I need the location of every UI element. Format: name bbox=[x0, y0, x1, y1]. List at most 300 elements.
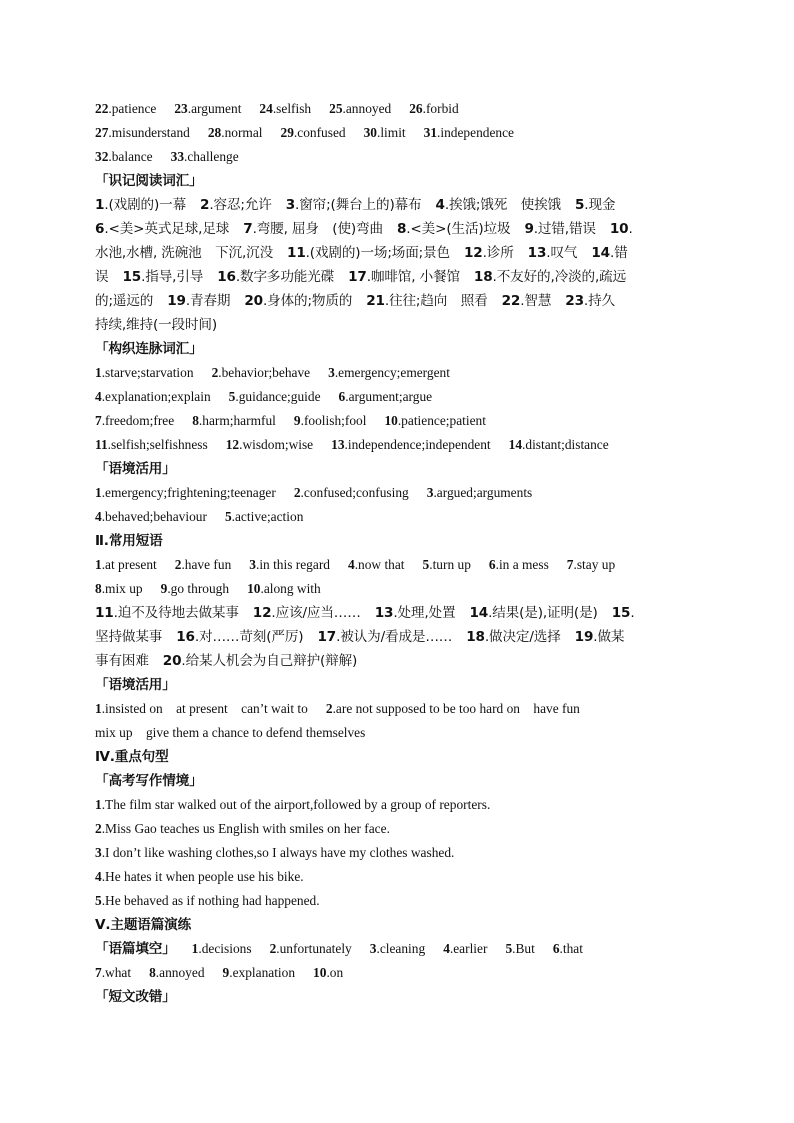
answer-text: .have fun bbox=[181, 557, 232, 572]
text-line bbox=[95, 961, 699, 985]
answer-item bbox=[192, 413, 276, 428]
answer-number: 15 bbox=[122, 269, 142, 285]
answer-number: 1 bbox=[191, 941, 199, 956]
answer-item bbox=[270, 941, 352, 956]
answer-item bbox=[348, 269, 460, 285]
answer-item bbox=[591, 245, 627, 261]
answer-number: 5 bbox=[224, 509, 232, 524]
answer-item bbox=[223, 965, 296, 980]
answer-number: 19 bbox=[574, 629, 594, 645]
answer-number: 11 bbox=[95, 437, 108, 452]
answer-text: .foolish;fool bbox=[300, 413, 367, 428]
answer-item bbox=[528, 245, 578, 261]
text-line bbox=[95, 505, 699, 529]
answer-item bbox=[466, 629, 560, 645]
answer-item bbox=[489, 557, 549, 572]
answer-item bbox=[95, 581, 143, 596]
answer-item bbox=[200, 197, 272, 213]
text-line bbox=[95, 697, 699, 721]
text-line bbox=[95, 577, 699, 601]
answer-text: .argued;arguments bbox=[433, 485, 533, 500]
answer-text: .what bbox=[101, 965, 132, 980]
answer-item bbox=[122, 269, 203, 285]
answer-item bbox=[436, 197, 561, 213]
text-line bbox=[95, 937, 699, 961]
answer-item bbox=[375, 605, 456, 621]
answer-number: 18 bbox=[466, 629, 485, 645]
answer-text: .指导,引导 bbox=[141, 269, 204, 285]
section-heading: 「短文改错」 bbox=[95, 989, 176, 1005]
answer-number: 28 bbox=[207, 125, 222, 140]
answer-number: 10 bbox=[384, 413, 398, 428]
answer-text: .argument bbox=[187, 101, 242, 116]
answer-text: 事有困难 bbox=[95, 653, 149, 669]
answer-number: 2 bbox=[200, 197, 210, 213]
answer-text: .selfish bbox=[272, 101, 312, 116]
answer-number: 1 bbox=[95, 197, 105, 213]
answer-text: .挨饿;饿死 使挨饿 bbox=[444, 197, 561, 213]
answer-text: .对……苛刻(严厉) bbox=[194, 629, 304, 645]
section-heading: 「识记阅读词汇」 bbox=[95, 173, 203, 189]
answer-item bbox=[95, 557, 157, 572]
answer-text: .explanation bbox=[229, 965, 296, 980]
answer-item bbox=[427, 485, 533, 500]
answer-text: .turn up bbox=[429, 557, 471, 572]
answer-item bbox=[95, 725, 365, 740]
answer-number: 9 bbox=[293, 413, 301, 428]
answer-number: 8 bbox=[396, 221, 407, 237]
text-line bbox=[95, 433, 699, 457]
answer-number: 13 bbox=[331, 437, 345, 452]
answer-item bbox=[95, 317, 217, 333]
answer-item bbox=[161, 581, 229, 596]
answer-number: 26 bbox=[409, 101, 423, 116]
answer-number: 11 bbox=[287, 245, 306, 261]
answer-item bbox=[575, 629, 625, 645]
answer-item bbox=[217, 269, 334, 285]
answer-item bbox=[95, 845, 454, 860]
answer-number: 2 bbox=[95, 821, 102, 836]
answer-text: 持续,维持(一段时间) bbox=[95, 317, 218, 333]
answer-text: .往往;趋向 照看 bbox=[384, 293, 488, 309]
answer-text: .at present bbox=[101, 557, 157, 572]
answer-text: .guidance;guide bbox=[235, 389, 321, 404]
answer-text: .unfortunately bbox=[276, 941, 352, 956]
answer-text: .(戏剧的)一场;场面;景色 bbox=[305, 245, 450, 261]
answer-text: .annoyed bbox=[342, 101, 392, 116]
answer-item bbox=[259, 101, 311, 116]
answer-item bbox=[95, 389, 211, 404]
text-line bbox=[95, 625, 699, 649]
answer-item bbox=[328, 365, 450, 380]
answer-number: 6 bbox=[338, 389, 346, 404]
answer-number: 7 bbox=[243, 221, 253, 237]
answer-text: .<美>(生活)垃圾 bbox=[406, 221, 511, 237]
section-heading: 「构织连脉词汇」 bbox=[95, 341, 203, 357]
answer-item bbox=[95, 869, 304, 884]
answer-number: 8 bbox=[95, 581, 102, 596]
answer-number: 13 bbox=[527, 245, 547, 261]
answer-text: .along with bbox=[260, 581, 321, 596]
answer-item bbox=[443, 941, 487, 956]
answer-text: .forbid bbox=[422, 101, 459, 116]
answer-number: 6 bbox=[552, 941, 560, 956]
answer-item bbox=[331, 437, 491, 452]
answer-item bbox=[95, 893, 320, 908]
answer-text: .patience bbox=[108, 101, 157, 116]
answer-text: .behavior;behave bbox=[218, 365, 311, 380]
answer-item bbox=[243, 221, 383, 237]
answer-number: 2 bbox=[293, 485, 301, 500]
answer-number: 31 bbox=[423, 125, 438, 140]
answer-number: 18 bbox=[473, 269, 493, 285]
answer-number: 6 bbox=[488, 557, 496, 572]
answer-text: .challenge bbox=[184, 149, 239, 164]
answer-item bbox=[149, 965, 204, 980]
answer-number: 1 bbox=[95, 485, 102, 500]
answer-item bbox=[553, 941, 583, 956]
answer-text: .窗帘;(舞台上的)幕布 bbox=[295, 197, 422, 213]
answer-number: 14 bbox=[591, 245, 610, 261]
answer-number: 4 bbox=[443, 941, 450, 956]
answer-text: . bbox=[628, 221, 633, 237]
section-heading: Ⅴ.主题语篇演练 bbox=[95, 917, 192, 933]
answer-item bbox=[329, 101, 391, 116]
answer-item bbox=[247, 581, 321, 596]
section-heading: Ⅳ.重点句型 bbox=[95, 749, 169, 765]
answer-number: 5 bbox=[422, 557, 430, 572]
answer-text: .But bbox=[512, 941, 535, 956]
answer-text: .错 bbox=[609, 245, 628, 261]
answer-text: .青春期 bbox=[185, 293, 231, 309]
answer-number: 3 bbox=[426, 485, 434, 500]
answer-item bbox=[348, 557, 405, 572]
text-line bbox=[95, 889, 699, 913]
answer-item bbox=[253, 605, 361, 621]
answer-text: .Miss Gao teaches us English with smiles on her face. bbox=[101, 821, 390, 836]
answer-number: 4 bbox=[95, 509, 102, 524]
answer-text: .independence bbox=[437, 125, 514, 140]
answer-number: 12 bbox=[252, 605, 272, 621]
text-line bbox=[95, 97, 699, 121]
answer-item bbox=[364, 125, 406, 140]
answer-item bbox=[95, 485, 276, 500]
answer-text: .now that bbox=[354, 557, 405, 572]
answer-item bbox=[175, 557, 232, 572]
answer-number: 1 bbox=[95, 557, 102, 572]
answer-number: 20 bbox=[244, 293, 263, 309]
answer-item bbox=[95, 437, 208, 452]
answer-item bbox=[575, 197, 615, 213]
answer-item bbox=[281, 125, 346, 140]
answer-number: 14 bbox=[508, 437, 523, 452]
answer-item bbox=[313, 965, 343, 980]
answer-text: .confused bbox=[293, 125, 346, 140]
answer-number: 3 bbox=[249, 557, 256, 572]
answer-text: .迫不及待地去做某事 bbox=[113, 605, 239, 621]
answer-number: 4 bbox=[95, 389, 102, 404]
answer-text: .annoyed bbox=[155, 965, 205, 980]
answer-number: 1 bbox=[95, 797, 102, 812]
answer-number: 27 bbox=[95, 125, 109, 140]
answer-number: 33 bbox=[170, 149, 185, 164]
answer-number: 20 bbox=[162, 653, 182, 669]
section-heading: 「语篇填空」 bbox=[95, 941, 176, 957]
answer-number: 1 bbox=[95, 701, 102, 716]
text-line bbox=[95, 385, 699, 409]
text-line bbox=[95, 217, 699, 241]
answer-number: 12 bbox=[225, 437, 240, 452]
text-line bbox=[95, 793, 699, 817]
answer-text: .mix up bbox=[101, 581, 143, 596]
answer-number: 10 bbox=[247, 581, 261, 596]
answer-item bbox=[409, 101, 458, 116]
answer-text: .处理,处置 bbox=[393, 605, 456, 621]
answer-text: .cleaning bbox=[376, 941, 426, 956]
answer-text: .are not supposed to be too hard on have fun bbox=[332, 701, 580, 716]
answer-text: .He behaved as if nothing had happened. bbox=[101, 893, 320, 908]
answer-number: 9 bbox=[160, 581, 168, 596]
answer-text: .harm;harmful bbox=[198, 413, 276, 428]
answer-number: 4 bbox=[435, 197, 445, 213]
answer-item bbox=[225, 509, 303, 524]
answer-item bbox=[567, 557, 615, 572]
answer-number: 5 bbox=[505, 941, 513, 956]
answer-item bbox=[192, 941, 252, 956]
answer-item bbox=[95, 965, 131, 980]
answer-item bbox=[294, 485, 409, 500]
answer-text: .应该/应当…… bbox=[271, 605, 361, 621]
answer-item bbox=[565, 293, 615, 309]
answer-number: 21 bbox=[366, 293, 385, 309]
answer-text: .go through bbox=[167, 581, 230, 596]
section-heading: 「高考写作情境」 bbox=[95, 773, 203, 789]
answer-text: .distant;distance bbox=[522, 437, 609, 452]
text-line bbox=[95, 409, 699, 433]
answer-number: 29 bbox=[280, 125, 294, 140]
answer-number: 32 bbox=[95, 149, 109, 164]
answer-number: 25 bbox=[329, 101, 343, 116]
answer-item bbox=[95, 125, 190, 140]
answer-item bbox=[95, 245, 273, 261]
answer-item bbox=[171, 149, 239, 164]
answer-number: 16 bbox=[176, 629, 195, 645]
answer-item bbox=[212, 365, 311, 380]
answer-text: .现金 bbox=[584, 197, 616, 213]
answer-number: 22 bbox=[501, 293, 521, 309]
answer-text: .that bbox=[559, 941, 583, 956]
answer-item bbox=[95, 365, 194, 380]
answer-number: 2 bbox=[211, 365, 219, 380]
answer-item bbox=[249, 557, 330, 572]
answer-text: .explanation;explain bbox=[101, 389, 211, 404]
answer-text: 水池,水槽, 洗碗池 下沉,沉没 bbox=[95, 245, 274, 261]
text-line bbox=[95, 265, 699, 289]
text-line bbox=[95, 817, 699, 841]
answer-item bbox=[229, 389, 321, 404]
answer-text: .argument;argue bbox=[345, 389, 433, 404]
answer-number: 22 bbox=[95, 101, 109, 116]
answer-text: .智慧 bbox=[520, 293, 552, 309]
answer-text: .持久 bbox=[583, 293, 615, 309]
answer-text: .misunderstand bbox=[108, 125, 190, 140]
text-line bbox=[95, 313, 699, 337]
answer-number: 7 bbox=[95, 965, 102, 980]
answer-number: 9 bbox=[524, 221, 534, 237]
text-line bbox=[95, 481, 699, 505]
answer-number: 3 bbox=[285, 197, 296, 213]
answer-key-document bbox=[95, 97, 699, 1009]
answer-item bbox=[208, 125, 263, 140]
answer-number: 10 bbox=[313, 965, 327, 980]
answer-number: 10 bbox=[609, 221, 629, 237]
answer-text: .normal bbox=[221, 125, 263, 140]
section-heading: 「语境活用」 bbox=[95, 677, 176, 693]
text-line bbox=[95, 721, 699, 745]
answer-number: 5 bbox=[228, 389, 236, 404]
answer-item bbox=[469, 605, 597, 621]
section-heading: Ⅱ.常用短语 bbox=[95, 533, 163, 549]
answer-item bbox=[95, 101, 156, 116]
answer-item bbox=[612, 605, 635, 621]
answer-text: .身体的;物质的 bbox=[262, 293, 353, 309]
answer-item bbox=[95, 413, 174, 428]
answer-item bbox=[474, 269, 626, 285]
answer-number: 12 bbox=[463, 245, 483, 261]
answer-text: 误 bbox=[95, 269, 109, 285]
text-line bbox=[95, 553, 699, 577]
answer-item bbox=[286, 197, 422, 213]
answer-number: 17 bbox=[348, 269, 367, 285]
answer-text: .做某 bbox=[593, 629, 625, 645]
answer-number: 2 bbox=[325, 701, 333, 716]
answer-number: 7 bbox=[95, 413, 102, 428]
answer-item bbox=[95, 293, 153, 309]
answer-item bbox=[95, 821, 390, 836]
answer-number: 5 bbox=[574, 197, 585, 213]
answer-text: .数字多功能光碟 bbox=[235, 269, 335, 285]
answer-number: 24 bbox=[259, 101, 273, 116]
answer-item bbox=[95, 269, 108, 285]
answer-item bbox=[95, 605, 239, 621]
answer-text: .earlier bbox=[449, 941, 488, 956]
text-line bbox=[95, 193, 699, 217]
answer-number: 14 bbox=[469, 605, 489, 621]
answer-text: .emergency;frightening;teenager bbox=[101, 485, 276, 500]
answer-item bbox=[95, 149, 153, 164]
answer-item bbox=[502, 293, 552, 309]
text-line bbox=[95, 865, 699, 889]
answer-number: 23 bbox=[565, 293, 584, 309]
answer-text: .freedom;free bbox=[101, 413, 175, 428]
answer-text: .被认为/看成是…… bbox=[336, 629, 453, 645]
answer-text: .decisions bbox=[198, 941, 252, 956]
answer-text: .叹气 bbox=[546, 245, 578, 261]
answer-number: 30 bbox=[363, 125, 377, 140]
answer-text: .active;action bbox=[231, 509, 304, 524]
answer-text: .limit bbox=[376, 125, 406, 140]
answer-number: 4 bbox=[95, 869, 102, 884]
answer-number: 7 bbox=[566, 557, 574, 572]
answer-text: .balance bbox=[108, 149, 153, 164]
answer-item bbox=[370, 941, 425, 956]
answer-text: .starve;starvation bbox=[101, 365, 194, 380]
text-line bbox=[95, 841, 699, 865]
answer-item bbox=[326, 701, 580, 716]
answer-item bbox=[174, 101, 241, 116]
answer-number: 19 bbox=[167, 293, 186, 309]
answer-number: 3 bbox=[95, 845, 102, 860]
answer-text: .confused;confusing bbox=[300, 485, 409, 500]
answer-number: 16 bbox=[217, 269, 236, 285]
answer-text: .behaved;behaviour bbox=[101, 509, 207, 524]
answer-number: 5 bbox=[95, 893, 102, 908]
answer-text: .emergency;emergent bbox=[334, 365, 450, 380]
text-line bbox=[95, 361, 699, 385]
answer-item bbox=[366, 293, 487, 309]
answer-number: 3 bbox=[369, 941, 377, 956]
answer-item bbox=[464, 245, 514, 261]
answer-text: .结果(是),证明(是) bbox=[488, 605, 598, 621]
answer-text: .on bbox=[326, 965, 344, 980]
answer-item bbox=[397, 221, 511, 237]
answer-text: .(戏剧的)一幕 bbox=[104, 197, 187, 213]
answer-text: .stay up bbox=[573, 557, 616, 572]
text-line bbox=[95, 289, 699, 313]
answer-text: .independence;independent bbox=[344, 437, 491, 452]
answer-number: 8 bbox=[149, 965, 156, 980]
answer-text: .弯腰, 屈身 (使)弯曲 bbox=[252, 221, 383, 237]
answer-item bbox=[95, 509, 207, 524]
answer-text: .给某人机会为自己辩护(辩解) bbox=[181, 653, 358, 669]
answer-text: .The film star walked out of the airport,followed by a group of reporters. bbox=[101, 797, 491, 812]
answer-number: 4 bbox=[347, 557, 355, 572]
answer-item bbox=[339, 389, 433, 404]
section-heading: 「语境活用」 bbox=[95, 461, 176, 477]
text-line bbox=[95, 241, 699, 265]
answer-item bbox=[244, 293, 352, 309]
answer-item bbox=[610, 221, 633, 237]
answer-text: .不友好的,冷淡的,疏远 bbox=[492, 269, 627, 285]
answer-item bbox=[163, 653, 357, 669]
answer-item bbox=[95, 197, 186, 213]
answer-text: .selfish;selfishness bbox=[107, 437, 208, 452]
answer-number: 6 bbox=[95, 221, 105, 237]
answer-item bbox=[95, 629, 162, 645]
answer-text: 坚持做某事 bbox=[95, 629, 163, 645]
answer-number: 23 bbox=[174, 101, 188, 116]
answer-number: 17 bbox=[317, 629, 337, 645]
answer-text: .咖啡馆, 小餐馆 bbox=[366, 269, 460, 285]
answer-text: . bbox=[630, 605, 635, 621]
answer-number: 9 bbox=[222, 965, 230, 980]
answer-number: 3 bbox=[328, 365, 335, 380]
answer-text: .I don’t like washing clothes,so I always have my clothes washed. bbox=[101, 845, 455, 860]
answer-item bbox=[505, 941, 534, 956]
answer-text: .patience;patient bbox=[397, 413, 486, 428]
answer-text: .做决定/选择 bbox=[484, 629, 561, 645]
answer-text: .insisted on at present can’t wait to bbox=[101, 701, 308, 716]
answer-item bbox=[287, 245, 450, 261]
answer-number: 15 bbox=[611, 605, 631, 621]
answer-item bbox=[294, 413, 367, 428]
answer-item bbox=[384, 413, 486, 428]
answer-text: .He hates it when people use his bike. bbox=[101, 869, 304, 884]
answer-item bbox=[176, 629, 303, 645]
answer-text: .过错,错误 bbox=[533, 221, 596, 237]
answer-item bbox=[317, 629, 452, 645]
answer-item bbox=[95, 653, 149, 669]
